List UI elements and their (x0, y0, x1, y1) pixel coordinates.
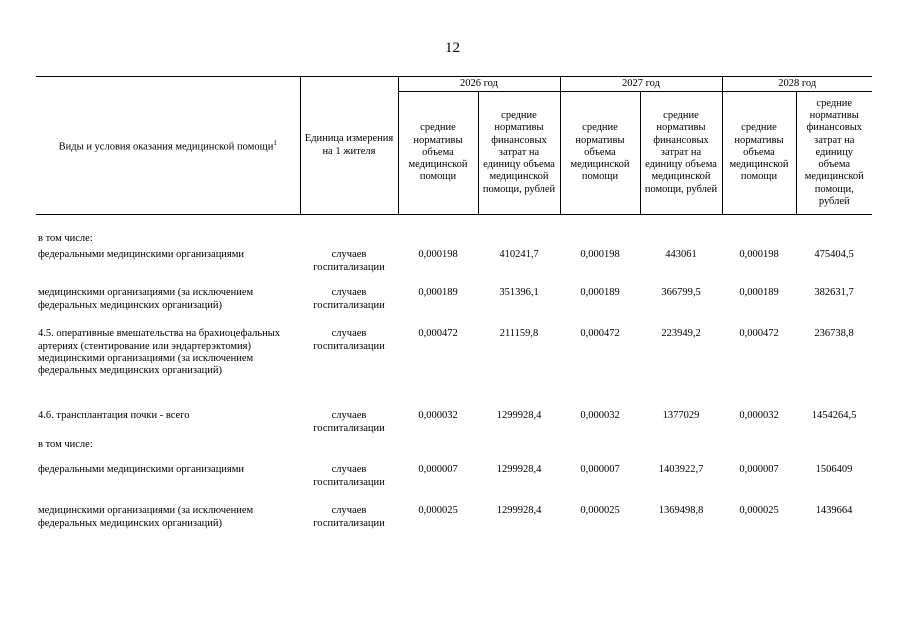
header-cost-2026: средние нормативы финансовых затрат на единицу объема медицинской помощи, рублей (478, 92, 560, 215)
row-care-type: медицинскими организациями (за исключением федеральных медицинских организаций) (38, 287, 254, 311)
header-type-of-care: Виды и условия оказания медицинской помощи$^1$ (36, 77, 300, 215)
row-volume-norm: 0,000025 (418, 505, 458, 517)
header-unit: Единица измерения на 1 жителя (300, 77, 398, 215)
table-row (36, 435, 872, 460)
row-cost-norm: 1369498,8 (658, 505, 704, 517)
row-cost-norm: 1439664 (815, 505, 853, 517)
table-header (36, 77, 872, 215)
row-cost-norm: 382631,7 (814, 287, 854, 299)
row-care-type: медицинскими организациями (за исключением федеральных медицинских организаций) (38, 505, 254, 529)
row-cost-norm: 1299928,4 (496, 410, 542, 422)
row-care-type: федеральными медицинскими организациями (38, 249, 245, 261)
row-volume-norm (398, 215, 478, 246)
table-body (36, 215, 872, 542)
table-row (36, 406, 872, 435)
row-care-type: в том числе: (38, 439, 93, 451)
row-volume-norm: 0,000189 (739, 287, 779, 299)
header-cost-2028: средние нормативы финансовых затрат на единицу объема медицинской помощи, рублей (796, 92, 872, 215)
header-cost-2027: средние нормативы финансовых затрат на единицу объема медицинской помощи, рублей (640, 92, 722, 215)
table-row (36, 324, 872, 406)
header-year-2026: 2026 год (398, 77, 560, 92)
row-volume-norm: 0,000472 (580, 328, 620, 340)
row-volume-norm: 0,000189 (418, 287, 458, 299)
row-unit (300, 215, 398, 246)
row-care-type: 4.5. оперативные вмешательства на брахиоцефальных артериях (стентирование или эндартерэктомия) медицинскими организациями (за исключением федеральных медицинских организаций) (38, 328, 281, 377)
row-cost-norm: 351396,1 (499, 287, 539, 299)
row-cost-norm: 236738,8 (814, 328, 854, 340)
row-volume-norm: 0,000472 (739, 328, 779, 340)
table-row (36, 501, 872, 541)
row-unit: случаев госпитализации (313, 328, 385, 352)
row-volume-norm: 0,000032 (580, 410, 620, 422)
footnote-marker: 1 (273, 139, 277, 148)
row-cost-norm (796, 215, 872, 246)
row-volume-norm: 0,000189 (580, 287, 620, 299)
row-volume-norm: 0,000025 (739, 505, 779, 517)
row-volume-norm: 0,000198 (580, 249, 620, 261)
page-number: 12 (445, 40, 460, 56)
row-cost-norm (640, 435, 722, 460)
row-volume-norm: 0,000032 (418, 410, 458, 422)
row-cost-norm (640, 215, 722, 246)
row-volume-norm (560, 215, 640, 246)
row-cost-norm: 1299928,4 (496, 464, 542, 476)
row-cost-norm: 443061 (665, 249, 697, 261)
row-volume-norm: 0,000198 (739, 249, 779, 261)
row-unit (300, 435, 398, 460)
row-unit: случаев госпитализации (313, 287, 385, 311)
table-row (36, 460, 872, 501)
row-unit: случаев госпитализации (313, 505, 385, 529)
row-cost-norm: 1403922,7 (658, 464, 704, 476)
row-volume-norm (722, 435, 796, 460)
row-volume-norm: 0,000025 (580, 505, 620, 517)
row-unit: случаев госпитализации (313, 249, 385, 273)
header-volume-2026: средние нормативы объема медицинской помощи (398, 92, 478, 215)
row-cost-norm: 1506409 (815, 464, 853, 476)
row-cost-norm: 1377029 (662, 410, 700, 422)
row-care-type: 4.6. трансплантация почки - всего (38, 410, 190, 422)
row-cost-norm (478, 215, 560, 246)
row-volume-norm: 0,000198 (418, 249, 458, 261)
row-cost-norm: 1299928,4 (496, 505, 542, 517)
header-volume-2027: средние нормативы объема медицинской помощи (560, 92, 640, 215)
row-volume-norm (398, 435, 478, 460)
row-unit: случаев госпитализации (313, 410, 385, 434)
row-cost-norm: 366799,5 (661, 287, 701, 299)
header-year-2028: 2028 год (722, 77, 872, 92)
row-cost-norm: 211159,8 (499, 328, 539, 340)
row-cost-norm: 223949,2 (661, 328, 701, 340)
row-cost-norm: 1454264,5 (811, 410, 857, 422)
row-volume-norm (722, 215, 796, 246)
row-cost-norm (796, 435, 872, 460)
row-cost-norm (478, 435, 560, 460)
row-care-type: федеральными медицинскими организациями (38, 464, 245, 476)
table-row (36, 215, 872, 246)
row-volume-norm: 0,000007 (739, 464, 779, 476)
norms-table (36, 76, 872, 541)
row-volume-norm (560, 435, 640, 460)
header-year-2027: 2027 год (560, 77, 722, 92)
row-cost-norm: 410241,7 (499, 249, 539, 261)
table-row (36, 245, 872, 283)
row-unit: случаев госпитализации (313, 464, 385, 488)
row-volume-norm: 0,000472 (418, 328, 458, 340)
row-volume-norm: 0,000032 (739, 410, 779, 422)
row-cost-norm: 475404,5 (814, 249, 854, 261)
header-volume-2028: средние нормативы объема медицинской помощи (722, 92, 796, 215)
row-volume-norm: 0,000007 (580, 464, 620, 476)
row-care-type: в том числе: (38, 233, 93, 244)
table-row (36, 283, 872, 324)
row-volume-norm: 0,000007 (418, 464, 458, 476)
